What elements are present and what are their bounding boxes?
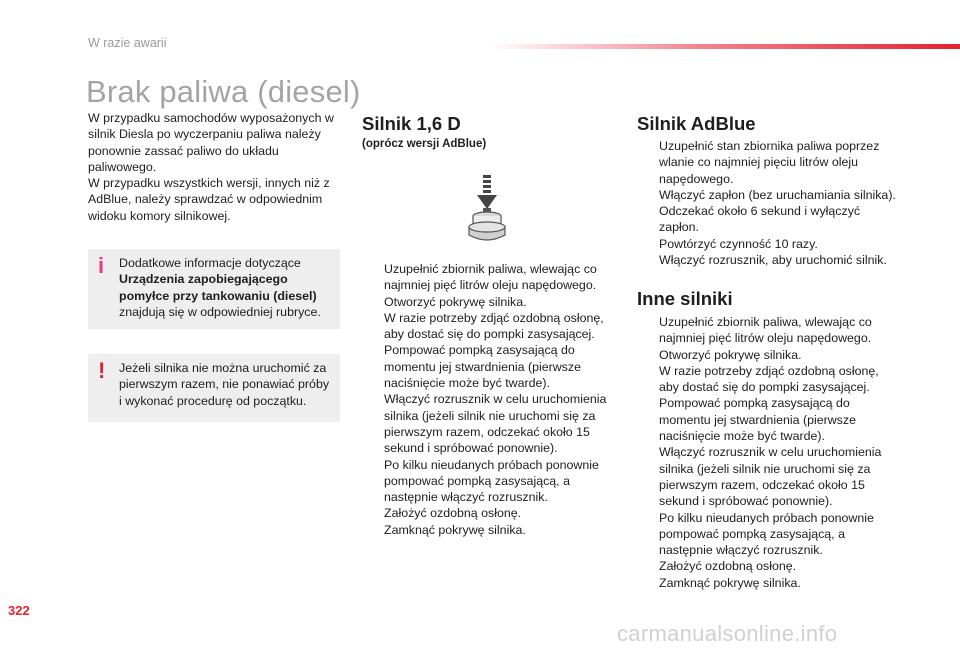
list-item: [637, 252, 897, 268]
list-item: [637, 187, 897, 203]
list-item: [637, 395, 882, 444]
step-text: W razie potrzeby zdjąć ozdobną osłonę, aby dostać się do pompki zasysającej.: [659, 363, 879, 395]
info-box: [88, 249, 340, 329]
section-subtitle-1-6d: (oprócz wersji AdBlue): [362, 138, 487, 150]
step-text: Po kilku nieudanych próbach ponownie pompować pompką zasysającą, a następnie włączyć rozrusznik.: [659, 510, 874, 558]
list-item: [362, 522, 607, 538]
step-text: Uzupełnić zbiornik paliwa, wlewając co najmniej pięć litrów oleju napędowego.: [659, 315, 872, 346]
list-item: [362, 342, 607, 391]
step-text: Po kilku nieudanych próbach ponownie pompować pompką zasysającą, a następnie włączyć rozrusznik.: [384, 457, 599, 505]
step-text: Otworzyć pokrywę silnika.: [384, 294, 527, 309]
step-text: Zamknąć pokrywę silnika.: [659, 575, 801, 590]
intro-text: [88, 110, 338, 224]
steps-list-other: [637, 314, 882, 591]
step-text: Uzupełnić zbiornik paliwa, wlewając co najmniej pięć litrów oleju napędowego.: [384, 262, 597, 293]
warning-box: [88, 354, 340, 422]
step-text: Powtórzyć czynność 10 razy.: [659, 236, 818, 251]
section-title-other: Inne silniki: [637, 288, 733, 309]
header-accent-bar: [490, 44, 960, 49]
step-text: Włączyć zapłon (bez uruchamiania silnika).: [659, 187, 896, 202]
list-item: [637, 138, 897, 187]
list-item: [362, 294, 607, 310]
list-item: [362, 505, 607, 521]
intro-paragraph-1: W przypadku samochodów wyposażonych w silnik Diesla po wyczerpaniu paliwa należy ponownie zassać paliwo do układu paliwowego.: [88, 111, 334, 174]
step-text: Uzupełnić stan zbiornika paliwa poprzez wlanie co najmniej pięciu litrów oleju napędowego.: [659, 139, 880, 186]
step-text: Odczekać około 6 sekund i wyłączyć zapłon.: [659, 204, 861, 235]
list-item: [362, 391, 607, 456]
list-item: [362, 457, 607, 506]
step-text: Włączyć rozrusznik w celu uruchomienia silnika (jeżeli silnik nie uruchomi się za pierwszym razem, odczekać około 15 sekund i spróbować ponownie).: [384, 392, 607, 456]
list-item: [637, 203, 897, 236]
step-text: W razie potrzeby zdjąć ozdobną osłonę, aby dostać się do pompki zasysającej.: [384, 310, 604, 342]
info-text-bold: Urządzenia zapobiegającego pomyłce przy tankowaniu (diesel): [119, 272, 317, 303]
step-text: Włączyć rozrusznik w celu uruchomienia silnika (jeżeli silnik nie uruchomi się za pierwszym razem, odczekać około 15 sekund i spróbować ponownie).: [659, 445, 882, 509]
list-item: [362, 310, 607, 343]
page-title: Brak paliwa (diesel): [86, 74, 361, 109]
list-item: [637, 575, 882, 591]
step-text: Otworzyć pokrywę silnika.: [659, 347, 802, 362]
steps-list-adblue: [637, 138, 897, 268]
list-item: [637, 347, 882, 363]
info-text-before: Dodatkowe informacje dotyczące: [119, 256, 301, 270]
list-item: [637, 363, 882, 396]
info-text-after: znajdują się w odpowiedniej rubryce.: [119, 304, 321, 319]
list-item: [637, 510, 882, 559]
steps-list-1-6d: [362, 261, 607, 538]
step-text: Pompować pompką zasysającą do momentu jej stwardnienia (pierwsze naciśnięcie może być twarde).: [659, 396, 856, 444]
list-item: [637, 444, 882, 509]
warning-text: Jeżeli silnika nie można uruchomić za pierwszym razem, nie ponawiać próby i wykonać procedurę od początku.: [119, 361, 330, 408]
step-text: Pompować pompką zasysającą do momentu jej stwardnienia (pierwsze naciśnięcie może być twarde).: [384, 343, 581, 391]
list-item: [637, 558, 882, 574]
section-header: W razie awarii: [88, 36, 167, 50]
list-item: [637, 314, 882, 347]
intro-paragraph-2: W przypadku wszystkich wersji, innych niż z AdBlue, należy sprawdzać w odpowiednim widoku komory silnikowej.: [88, 176, 330, 223]
step-text: Założyć ozdobną osłonę.: [384, 506, 522, 521]
list-item: [637, 236, 897, 252]
watermark: carmanualsonline.info: [617, 621, 838, 646]
info-icon: i: [98, 253, 105, 278]
step-text: Zamknąć pokrywę silnika.: [384, 522, 526, 537]
list-item: [362, 261, 607, 294]
section-title-adblue: Silnik AdBlue: [637, 113, 756, 134]
step-text: Włączyć rozrusznik, aby uruchomić silnik.: [659, 253, 887, 268]
warning-icon: !: [98, 358, 106, 383]
step-text: Założyć ozdobną osłonę.: [659, 559, 797, 574]
section-title-1-6d: Silnik 1,6 D: [362, 113, 461, 134]
page-number: 322: [8, 603, 30, 618]
hand-pump-icon: [461, 175, 513, 252]
